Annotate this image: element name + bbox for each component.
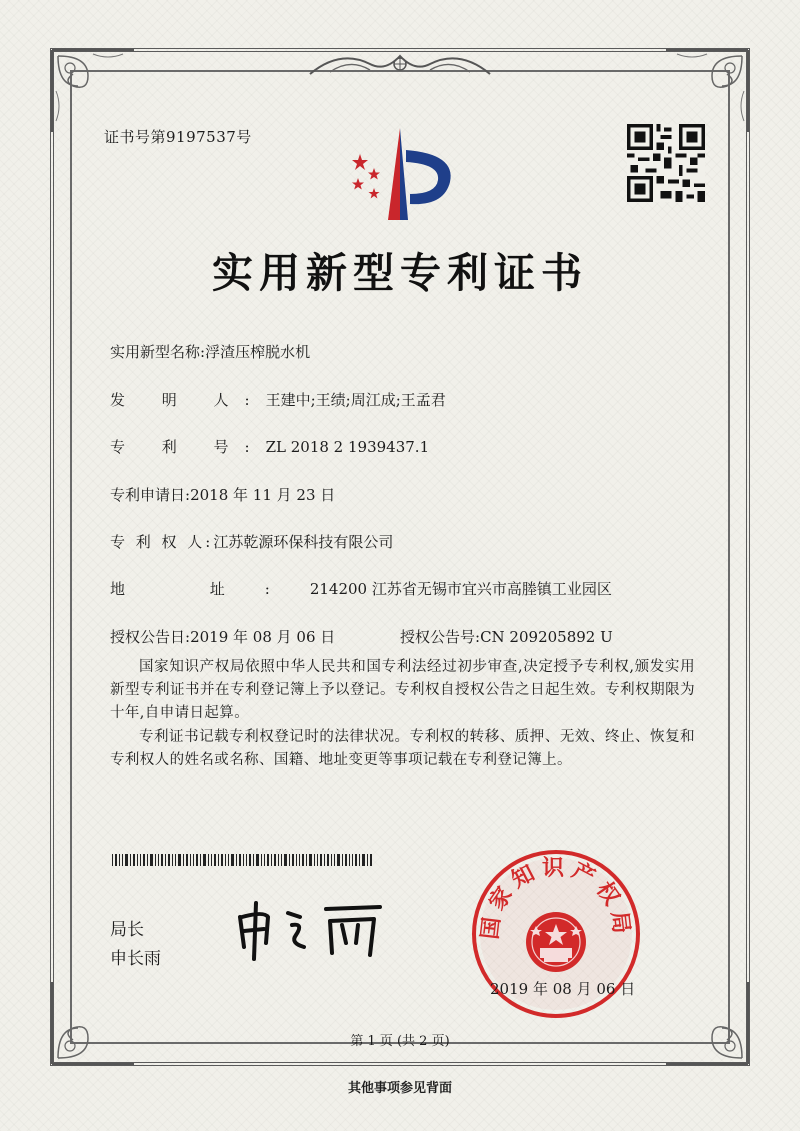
- corner-ornament: [662, 46, 752, 136]
- footer-note: 其他事项参见背面: [347, 1081, 452, 1096]
- page-number: 第 1 页 (共 2 页): [350, 1034, 450, 1049]
- field-label: 授权公告号:: [400, 628, 481, 646]
- director-title: 局长: [110, 920, 144, 940]
- field-value: 王建中;王绩;周江成;王孟君: [265, 391, 446, 409]
- field-label: 专利申请日:: [110, 486, 191, 504]
- field-value: ZL 2018 2 1939437.1: [265, 438, 430, 456]
- seal-text: 国家知识产权局: [477, 855, 635, 941]
- field-label: 专 利 权 人:: [110, 533, 214, 551]
- patent-office-logo: [338, 120, 462, 228]
- field-patentee: [110, 531, 393, 552]
- field-grant-number: [400, 626, 613, 647]
- field-application-date: [110, 484, 335, 505]
- corner-ornament: [48, 978, 138, 1068]
- field-value: 浮渣压榨脱水机: [205, 343, 311, 361]
- field-label: 实用新型名称:: [110, 343, 206, 361]
- statement-paragraph: 国家知识产权局依照中华人民共和国专利法经过初步审查,决定授予专利权,颁发实用新型专利证书并在专利登记簿上予以登记。专利权自授权公告之日起生效。专利权期限为十年,自申请日起算。: [110, 659, 695, 721]
- certificate-title: 实用新型专利证书: [212, 249, 588, 297]
- field-label: 专 利 号:: [110, 438, 266, 456]
- certificate-number: 证书号第9197537号: [104, 128, 252, 146]
- field-grant-date: [110, 626, 335, 647]
- statement-paragraph: 专利证书记载专利权登记时的法律状况。专利权的转移、质押、无效、终止、恢复和专利权人的姓名或名称、国籍、地址变更等事项记载在专利登记簿上。: [110, 729, 695, 768]
- field-address: [110, 578, 612, 599]
- field-label: 发 明 人:: [110, 391, 266, 409]
- field-label: 授权公告日:: [110, 628, 191, 646]
- field-label: 地 址:: [110, 580, 310, 598]
- field-value: 2019 年 08 月 06 日: [190, 628, 336, 646]
- field-patent-number: [110, 436, 429, 457]
- corner-ornament: [662, 978, 752, 1068]
- corner-ornament: [48, 46, 138, 136]
- field-utility-model-name: [110, 341, 310, 362]
- director-signature: [230, 895, 400, 965]
- field-value: 214200 江苏省无锡市宜兴市高塍镇工业园区: [309, 580, 612, 598]
- top-dragon-ornament: [300, 44, 500, 84]
- director-name: 申长雨: [110, 949, 161, 969]
- seal-date: 2019 年 08 月 06 日: [490, 980, 636, 998]
- field-value: 江苏乾源环保科技有限公司: [213, 533, 394, 551]
- field-inventors: [110, 389, 446, 410]
- qr-code[interactable]: [627, 124, 705, 202]
- field-value: CN 209205892 U: [480, 628, 613, 646]
- field-value: 2018 年 11 月 23 日: [190, 486, 336, 504]
- barcode: [112, 854, 372, 866]
